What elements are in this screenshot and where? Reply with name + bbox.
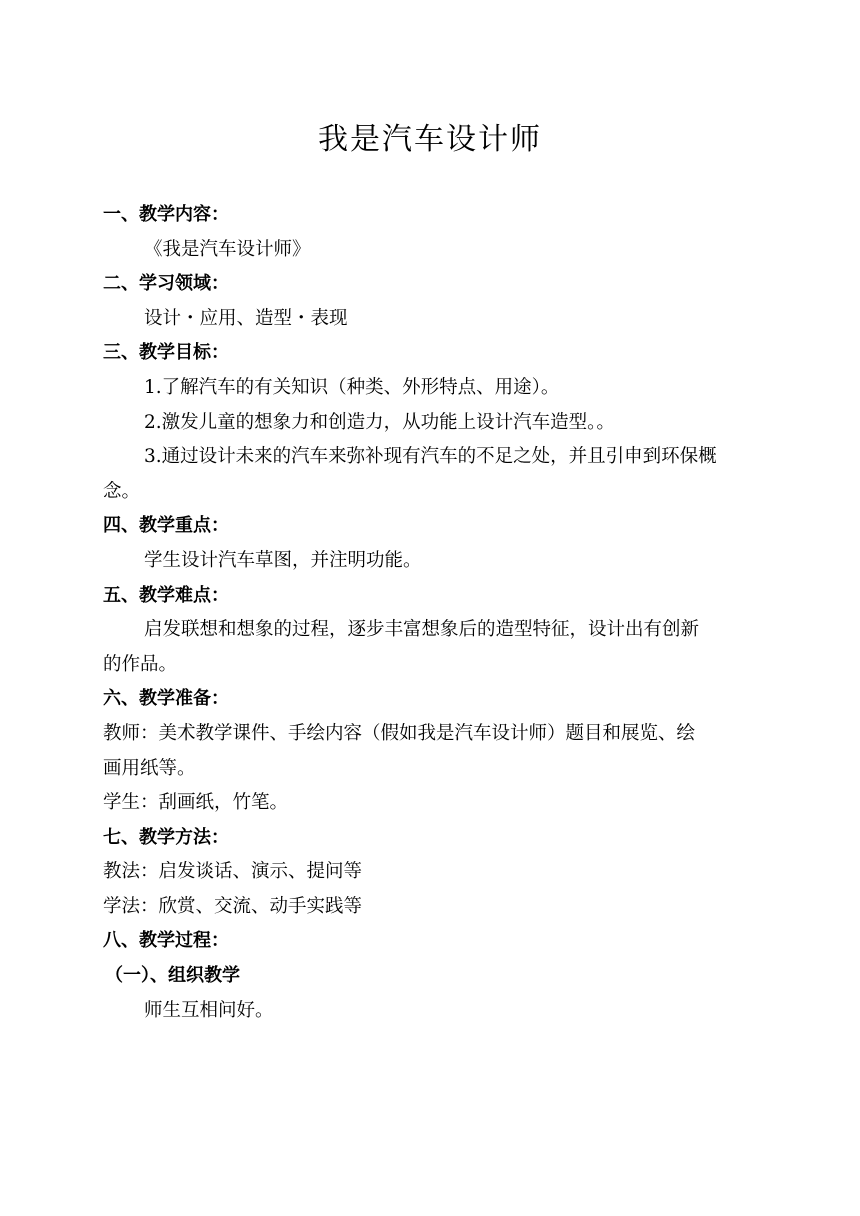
goal-item-2: 2.激发儿童的想象力和创造力，从功能上设计汽车造型。。 xyxy=(144,411,615,433)
section-heading-key-points: 四、教学重点： xyxy=(103,515,229,537)
preparation-teacher-continued: 画用纸等。 xyxy=(103,757,196,779)
section-text-content: 《我是汽车设计师》 xyxy=(144,238,311,260)
section-heading-goals: 三、教学目标： xyxy=(103,342,229,364)
document-body xyxy=(103,198,763,1028)
goal-item-3: 3.通过设计未来的汽车来弥补现有汽车的不足之处，并且引申到环保概 xyxy=(144,446,717,468)
preparation-teacher: 教师：美术教学课件、手绘内容（假如我是汽车设计师）题目和展览、绘 xyxy=(103,722,696,744)
section-text-key-points: 学生设计汽车草图，并注明功能。 xyxy=(144,549,422,571)
section-heading-difficulties: 五、教学难点： xyxy=(103,584,229,606)
section-heading-content: 一、教学内容： xyxy=(103,204,229,225)
goal-item-3-continued: 念。 xyxy=(103,480,141,502)
section-heading-preparation: 六、教学准备： xyxy=(103,688,229,710)
process-step-1-text: 师生互相问好。 xyxy=(144,999,274,1021)
process-step-1-heading: （一）、组织教学 xyxy=(105,965,240,987)
method-teaching: 教法：启发谈话、演示、提问等 xyxy=(103,861,363,883)
section-text-difficulties-continued: 的作品。 xyxy=(103,653,178,675)
section-text-difficulties: 启发联想和想象的过程，逐步丰富想象后的造型特征，设计出有创新 xyxy=(144,619,700,641)
method-learning: 学法：欣赏、交流、动手实践等 xyxy=(103,895,363,917)
section-text-field: 设计・应用、造型・表现 xyxy=(144,307,348,329)
document-title: 我是汽车设计师 xyxy=(318,122,542,157)
goal-item-1: 1.了解汽车的有关知识（种类、外形特点、用途）。 xyxy=(144,376,560,398)
section-heading-methods: 七、教学方法： xyxy=(103,826,229,848)
section-heading-field: 二、学习领域： xyxy=(103,273,229,295)
section-heading-process: 八、教学过程： xyxy=(103,930,229,952)
preparation-student: 学生：刮画纸，竹笔。 xyxy=(103,792,289,814)
